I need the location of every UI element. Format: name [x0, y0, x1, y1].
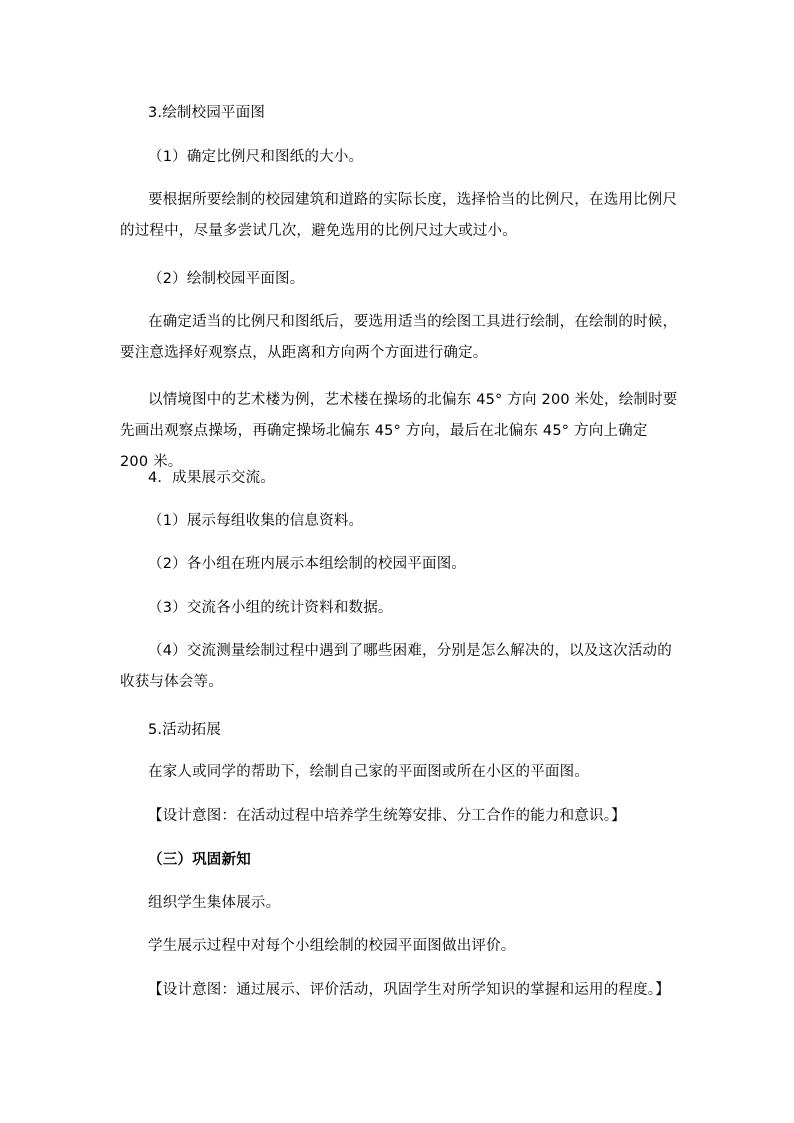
list-item-show-info: （1）展示每组收集的信息资料。: [148, 513, 364, 529]
heading-activity-extension: 5.活动拓展: [148, 722, 222, 738]
paragraph-evaluation: 学生展示过程中对每个小组绘制的校园平面图做出评价。: [148, 938, 516, 954]
heading-draw-campus-map: 3.绘制校园平面图: [148, 105, 266, 121]
design-intent-2: 【设计意图：通过展示、评价活动，巩固学生对所学知识的掌握和运用的程度。】: [148, 982, 670, 998]
paragraph-home-map: 在家人或同学的帮助下，绘制自己家的平面图或所在小区的平面图。: [148, 764, 589, 780]
paragraph-choose-scale: 要根据所要绘制的校园建筑和道路的实际长度，选择恰当的比例尺，在选用比例尺的过程中，尽量多尝试几次，避免选用的比例尺过大或过小。: [120, 192, 678, 239]
heading-results-exchange: 4．成果展示交流。: [148, 470, 276, 486]
section-heading-consolidate: （三）巩固新知: [148, 852, 251, 868]
list-item-exchange-difficulties: （4）交流测量绘制过程中遇到了哪些困难，分别是怎么解决的，以及这次活动的收获与体会等。: [120, 643, 672, 690]
list-item-exchange-data: （3）交流各小组的统计资料和数据。: [148, 600, 393, 616]
paragraph-art-building-example: 以情境图中的艺术楼为例，艺术楼在操场的北偏东 45° 方向 200 米处，绘制时要先画出观察点操场，再确定操场北偏东 45° 方向，最后在北偏东 45° 方向上确定 200 米。: [120, 392, 678, 470]
paragraph-drawing-tools: 在确定适当的比例尺和图纸后，要选用适当的绘图工具进行绘制，在绘制的时候，要注意选择好观察点，从距离和方向两个方面进行确定。: [120, 314, 678, 361]
paragraph-group-display: 组织学生集体展示。: [148, 895, 281, 911]
step-determine-scale: （1）确定比例尺和图纸的大小。: [148, 149, 364, 165]
list-item-show-map: （2）各小组在班内展示本组绘制的校园平面图。: [148, 556, 467, 572]
design-intent-1: 【设计意图：在活动过程中培养学生统筹安排、分工合作的能力和意识。】: [148, 808, 626, 824]
step-draw-campus-map: （2）绘制校园平面图。: [148, 271, 305, 287]
